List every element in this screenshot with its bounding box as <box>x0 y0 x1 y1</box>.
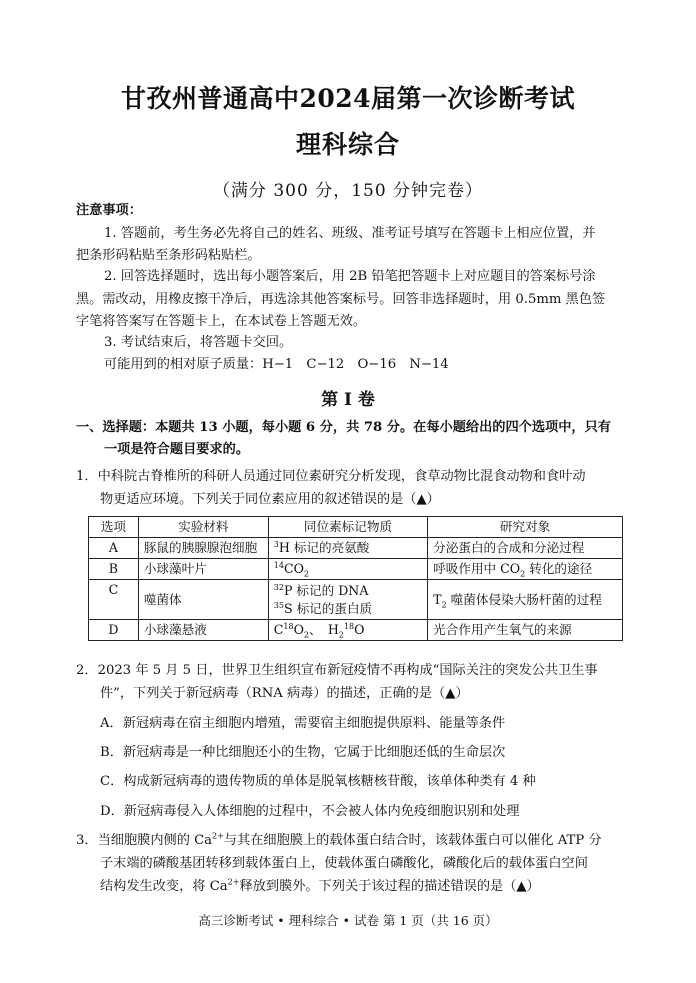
table-header: 实验材料 <box>138 517 268 538</box>
question-2-option: A．新冠病毒在宿主细胞内增殖，需要宿主细胞提供原料、能量等条件 <box>100 716 506 731</box>
question-1-stem: 1．中科院古脊椎所的科研人员通过同位素研究分析发现，食草动物比混食动物和食叶动 <box>76 469 586 484</box>
table-cell-object: 分泌蛋白的合成和分泌过程 <box>428 538 623 559</box>
table-cell-isotope: $^{32}$P 标记的 DNA $^{35}$S 标记的蛋白质 <box>268 580 427 620</box>
table-cell-option: D <box>89 620 139 641</box>
question-2-stem: 件”，下列关于新冠病毒（RNA 病毒）的描述，正确的是（▲） <box>100 686 469 701</box>
question-2-option: B．新冠病毒是一种比细胞还小的生物，它属于比细胞还低的生命层次 <box>100 745 506 760</box>
table-cell-material: 噬菌体 <box>138 580 268 620</box>
table-cell-option: A <box>89 538 139 559</box>
table-cell-isotope: $C^{18}O_2$、 $H_2^{18}O$ <box>268 620 427 641</box>
notice-line: 1. 答题前，考生务必先将自己的姓名、班级、准考证号填写在答题卡上相应位置，并 <box>104 226 596 241</box>
table-cell-material: 小球藻悬液 <box>138 620 268 641</box>
question-2-option: D．新冠病毒侵入人体细胞的过程中，不会被人体内免疫细胞识别和处理 <box>100 804 520 819</box>
table-cell-isotope: $^3$H 标记的亮氨酸 <box>268 538 427 559</box>
notice-heading: 注意事项： <box>76 203 142 218</box>
notice-line: 把条形码粘贴至条形码粘贴栏。 <box>76 248 261 263</box>
section-title: 第 Ⅰ 卷 <box>321 390 375 410</box>
table-row <box>89 580 623 620</box>
atomic-mass-line: 可能用到的相对原子质量：H−1 C−12 O−16 N−14 <box>104 357 449 372</box>
table-cell-option: B <box>89 559 139 580</box>
question-2-stem: 2．2023 年 5 月 5 日，世界卫生组织宣布新冠疫情不再构成“国际关注的突发公共卫生事 <box>76 663 598 678</box>
page-footer: 高三诊断考试 • 理科综合 • 试卷 第 1 页（共 16 页） <box>198 913 498 928</box>
score-note: （满分 300 分，150 分钟完卷） <box>212 181 484 201</box>
notice-line: 字笔将答案写在答题卡上，在本试卷上答题无效。 <box>76 314 367 329</box>
table-header-row <box>89 517 623 538</box>
section-intro: 一、选择题：本题共 13 小题，每小题 6 分，共 78 分。在每小题给出的四个选项中，只有 <box>76 420 611 435</box>
question-3-stem: 结构发生改变，将 $Ca^{2+}$释放到膜外。下列关于该过程的描述错误的是（▲） <box>100 877 540 894</box>
notice-line: 3. 考试结束后，将答题卡交回。 <box>104 335 293 350</box>
table-cell-material: 小球藻叶片 <box>138 559 268 580</box>
table-cell-option: C <box>89 580 139 620</box>
table-row <box>89 559 623 580</box>
table-header: 研究对象 <box>428 517 623 538</box>
table-cell-object: 呼吸作用中 $CO_2$ 转化的途径 <box>428 559 623 580</box>
question-1-stem: 物更适应环境。下列关于同位素应用的叙述错误的是（▲） <box>100 492 440 507</box>
table-header: 选项 <box>89 517 139 538</box>
table-row <box>89 538 623 559</box>
section-intro: 一项是符合题目要求的。 <box>104 442 250 457</box>
isotope-table <box>88 516 623 641</box>
table-header: 同位素标记物质 <box>268 517 427 538</box>
table-row <box>89 620 623 641</box>
table-cell-object: $T_2$ 噬菌体侵染大肠杆菌的过程 <box>428 580 623 620</box>
table-cell-object: 光合作用产生氧气的来源 <box>428 620 623 641</box>
question-2-option: C．构成新冠病毒的遗传物质的单体是脱氧核糖核苷酸，该单体种类有 4 种 <box>100 774 536 789</box>
exam-title: 甘孜州普通高中2024届第一次诊断考试 <box>120 84 576 113</box>
question-3-stem: 3．当细胞膜内侧的 $Ca^{2+}$与其在细胞膜上的载体蛋白结合时，该载体蛋白可以催化 ATP 分 <box>76 831 602 848</box>
exam-subject: 理科综合 <box>295 130 400 159</box>
notice-line: 2. 回答选择题时，选出每小题答案后，用 2B 铅笔把答题卡上对应题目的答案标号涂 <box>104 269 596 284</box>
question-3-stem: 子末端的磷酸基团转移到载体蛋白上，使载体蛋白磷酸化，磷酸化后的载体蛋白空间 <box>100 856 588 871</box>
table-cell-material: 豚鼠的胰腺腺泡细胞 <box>138 538 268 559</box>
table-cell-isotope: $^{14}CO_2$ <box>268 559 427 580</box>
notice-line: 黑。需改动，用橡皮擦干净后，再选涂其他答案标号。回答非选择题时，用 0.5mm 黑色签 <box>76 292 606 307</box>
